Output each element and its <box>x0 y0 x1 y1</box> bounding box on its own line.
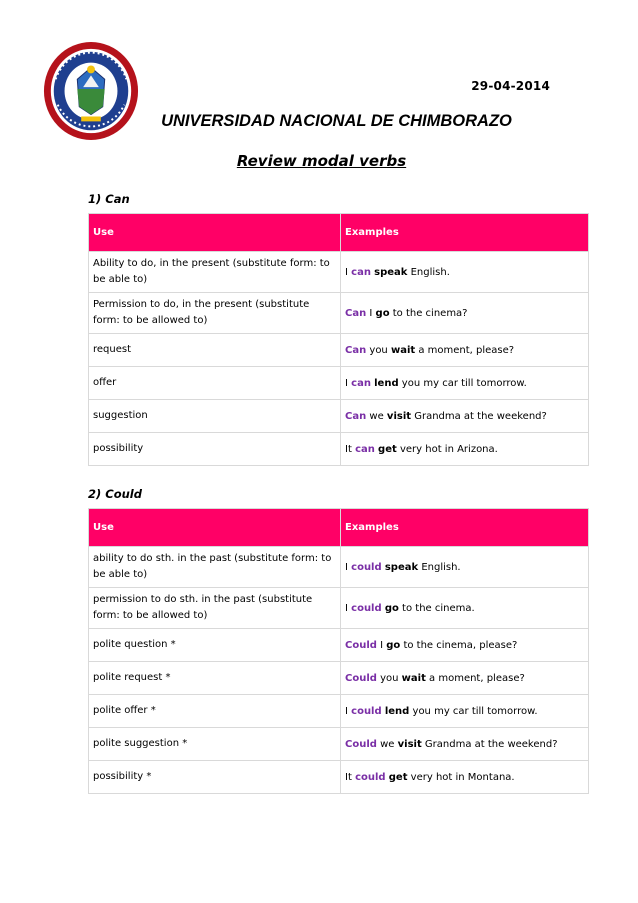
table-row <box>89 629 589 662</box>
example-cell: I could speak English. <box>341 547 589 588</box>
main-verb: visit <box>386 410 412 422</box>
main-verb: go <box>386 639 401 651</box>
use-cell: polite request * <box>89 662 341 695</box>
modal-verb: can <box>351 266 371 278</box>
table-row <box>89 367 589 400</box>
use-cell: Ability to do, in the present (substitute form: to be able to) <box>89 252 341 293</box>
main-verb: get <box>378 443 397 455</box>
main-verb: go <box>384 602 399 614</box>
use-cell: permission to do sth. in the past (substitute form: to be allowed to) <box>89 588 341 629</box>
table-row <box>89 728 589 761</box>
university-name: UNIVERSIDAD NACIONAL DE CHIMBORAZO <box>161 112 512 130</box>
table-row <box>89 433 589 466</box>
table-header-row <box>89 214 589 252</box>
example-cell: It could get very hot in Montana. <box>341 761 589 794</box>
main-verb: lend <box>374 377 399 389</box>
modal-verb: Can <box>345 307 367 319</box>
main-verb: lend <box>384 705 410 717</box>
section-heading-can: 1) Can <box>88 192 130 206</box>
example-cell: I can speak English. <box>341 252 589 293</box>
table-row <box>89 761 589 794</box>
use-cell: polite suggestion * <box>89 728 341 761</box>
main-verb: visit <box>397 738 422 750</box>
table-row <box>89 252 589 293</box>
example-cell: Could you wait a moment, please? <box>341 662 589 695</box>
modal-verb: Can <box>345 344 367 356</box>
column-header-use: Use <box>89 214 341 252</box>
use-cell: suggestion <box>89 400 341 433</box>
table-row <box>89 334 589 367</box>
example-cell: Could I go to the cinema, please? <box>341 629 589 662</box>
example-cell: I could go to the cinema. <box>341 588 589 629</box>
use-cell: ability to do sth. in the past (substitute form: to be able to) <box>89 547 341 588</box>
table-row <box>89 662 589 695</box>
example-cell: Can I go to the cinema? <box>341 293 589 334</box>
column-header-examples: Examples <box>341 214 589 252</box>
main-verb: speak <box>374 266 408 278</box>
modal-verb: Could <box>345 639 377 651</box>
example-cell: Could we visit Grandma at the weekend? <box>341 728 589 761</box>
can-table <box>88 213 589 466</box>
example-cell: I can lend you my car till tomorrow. <box>341 367 589 400</box>
use-cell: Permission to do, in the present (substitute form: to be allowed to) <box>89 293 341 334</box>
main-verb: go <box>375 307 390 319</box>
modal-verb: can <box>351 377 371 389</box>
table-row <box>89 547 589 588</box>
column-header-examples: Examples <box>341 509 589 547</box>
main-verb: get <box>388 771 408 783</box>
modal-verb: Could <box>345 738 377 750</box>
use-cell: polite offer * <box>89 695 341 728</box>
section-heading-could: 2) Could <box>88 487 142 501</box>
main-verb: wait <box>390 344 416 356</box>
table-row <box>89 400 589 433</box>
could-table <box>88 508 589 794</box>
use-cell: polite question * <box>89 629 341 662</box>
modal-verb: can <box>355 443 375 455</box>
modal-verb: Can <box>345 410 367 422</box>
table-row <box>89 588 589 629</box>
use-cell: possibility * <box>89 761 341 794</box>
modal-verb: could <box>355 771 386 783</box>
example-cell: Can we visit Grandma at the weekend? <box>341 400 589 433</box>
modal-verb: Could <box>345 672 377 684</box>
main-verb: speak <box>384 561 419 573</box>
table-header-row <box>89 509 589 547</box>
use-cell: possibility <box>89 433 341 466</box>
table-row <box>89 293 589 334</box>
document-date: 29-04-2014 <box>471 79 550 93</box>
example-cell: Can you wait a moment, please? <box>341 334 589 367</box>
table-row <box>89 695 589 728</box>
example-cell: I could lend you my car till tomorrow. <box>341 695 589 728</box>
use-cell: request <box>89 334 341 367</box>
example-cell: It can get very hot in Arizona. <box>341 433 589 466</box>
modal-verb: could <box>351 705 382 717</box>
modal-verb: could <box>351 602 382 614</box>
main-verb: wait <box>401 672 426 684</box>
use-cell: offer <box>89 367 341 400</box>
column-header-use: Use <box>89 509 341 547</box>
modal-verb: could <box>351 561 382 573</box>
document-title: Review modal verbs <box>236 152 407 170</box>
